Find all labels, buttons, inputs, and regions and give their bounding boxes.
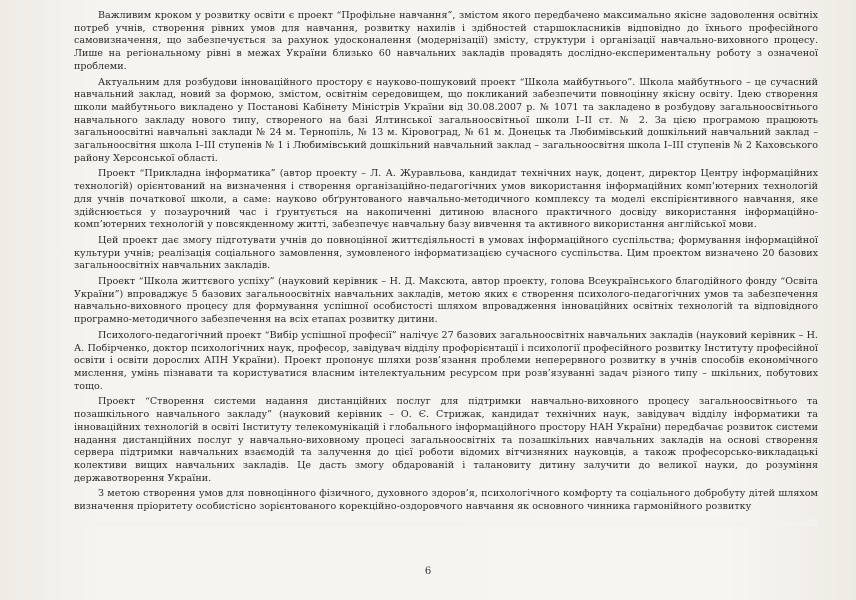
paragraph-successful-profession: Психолого-педагогічний проект “Вибір успішної професії” налічує 27 базових загальноосвітніх навчальних закладів (науковий керівник – Н. А. Побірченко, доктор психологічних наук, професор, завідувач відділу профорієнтації і психології професійного розвитку Інституту професійної освіти і освіти дорослих АПН України). Проект пропонує шляхи розв’язання проблеми неперервного розвитку в учнів способів економічного мислення, умінь пізнавати та користуватися власним інтелектуальним ресурсом при розв’язуванні задач різного типу – шкільних, побутових тощо. — [74, 329, 818, 392]
paragraph-school-of-future: Актуальним для розбудови інноваційного простору є науково-пошуковий проект “Школа майбутнього”. Школа майбутнього – це сучасний навчальний заклад, новий за формою, змістом, освітнім середовищем, що покликаний забезпечити повноцінну якісну освіту. Ідею створення школи майбутнього викладено у Постанові Кабінету Міністрів України від 30.08.2007 р. № 1071 та закладено в розбудову загальноосвітнього навчального закладу нового типу, створеного на базі Ялтинської загальноосвітньої школи І–ІІ ст. № 2. За цією програмою працюють загальноосвітні навчальні заклади № 24 м. Тернопіль, № 13 м. Кіровоград, № 61 м. Донецьк та Любимівський дошкільний навчальний заклад – загальноосвітня школа І–ІІІ ступенів № 1 і Любимівський дошкільний навчальний заклад – загальноосвітня школа І–ІІІ ступенів № 2 Каховського району Херсонської області. — [74, 76, 818, 164]
paragraph-distance-services: Проект “Створення системи надання дистанційних послуг для підтримки навчально-виховного процесу загальноосвітнього та позашкільного навчального закладу” (науковий керівник – О. Є. Стрижак, кандидат технічних наук, завідувач відділу інформатики та інноваційних технологій в освіті Інституту телекомунікацій і глобального інформаційного простору НАН України) передбачає розвиток системи надання дистанційних послуг у навчально-виховному процесі загальноосвітніх та позашкільних навчальних закладів на основі створення сервера підтримки навчальних взаємодій та залучення до цієї роботи відомих вітчизняних науковців, а також професорсько-викладацькі колективи вищих навчальних закладів. Це дасть змогу обдарованій і талановиту дитину залучити до великої науки, до розуміння державотворення України. — [74, 396, 818, 484]
paragraph-profile-education: Важливим кроком у розвитку освіти є проект “Профільне навчання”, змістом якого передбачено максимально якісне задоволення освітніх потреб учнів, створення рівних умов для навчання, розвитку нахилів і здібностей старшокласників відповідно до їхнього професійного самовизначення, що забезпечується за рахунок удосконалення (модернізації) змісту, структури і організації навчально-виховного процесу. Лише на регіональному рівні в межах України близько 60 навчальних закладів провадять дослідно-експериментальну роботу з означеної проблеми. — [74, 10, 818, 72]
paragraph-applied-informatics: Проект “Прикладна інформатика” (автор проекту – Л. А. Журавльова, кандидат технічних наук, доцент, директор Центру інформаційних технологій) орієнтований на визначення і створення організаційно-педагогічних умов використання інформаційних комп’ютерних технологій для учнів початкової школи, а саме: науково обґрунтованого навчально-методичного комплексу та моделі експірієнтивного навчання, яке здійснюється у позаурочний час і ґрунтується на накопиченні дитиною власного практичного досвіду використання інформаційно-комп’ютерних технологій у повсякденному житті, забезпечує навчальну базу вивчення та активного використання англійської мови. — [74, 168, 818, 231]
page-number: 6 — [424, 566, 432, 577]
paragraph-information-society: Цей проект дає змогу підготувати учнів до повноцінної життєдіяльності в умовах інформаційного суспільства; формування інформаційної культури учнів; реалізація соціального замовлення, зумовленого інформатизацією сучасного суспільства. Цим проектом визначено 20 базових загальноосвітніх навчальних закладів. — [74, 234, 818, 272]
paragraph-life-success-school: Проект “Школа життєвого успіху” (науковий керівник – Н. Д. Максюта, автор проекту, голова Всеукраїнського благодійного фонду “Освіта України”) впроваджує 5 базових загальноосвітніх навчальних закладів, метою яких є створення психолого-педагогічних умов та забезпечення навчально-виховного процесу для формування успішної особистості шляхом впровадження інноваційних освітніх технологій та відповідного програмно-методичного забезпечення на всіх етапах розвитку дитини. — [74, 276, 818, 326]
paragraph-health-conditions: З метою створення умов для повноцінного фізичного, духовного здоров’я, психологічного комфорту та соціального добробуту дітей шляхом визначення пріоритету особистісно зорієнтованого корекційно-оздоровчого навчання як основного чинника гармонійного розвитку — [74, 488, 818, 526]
